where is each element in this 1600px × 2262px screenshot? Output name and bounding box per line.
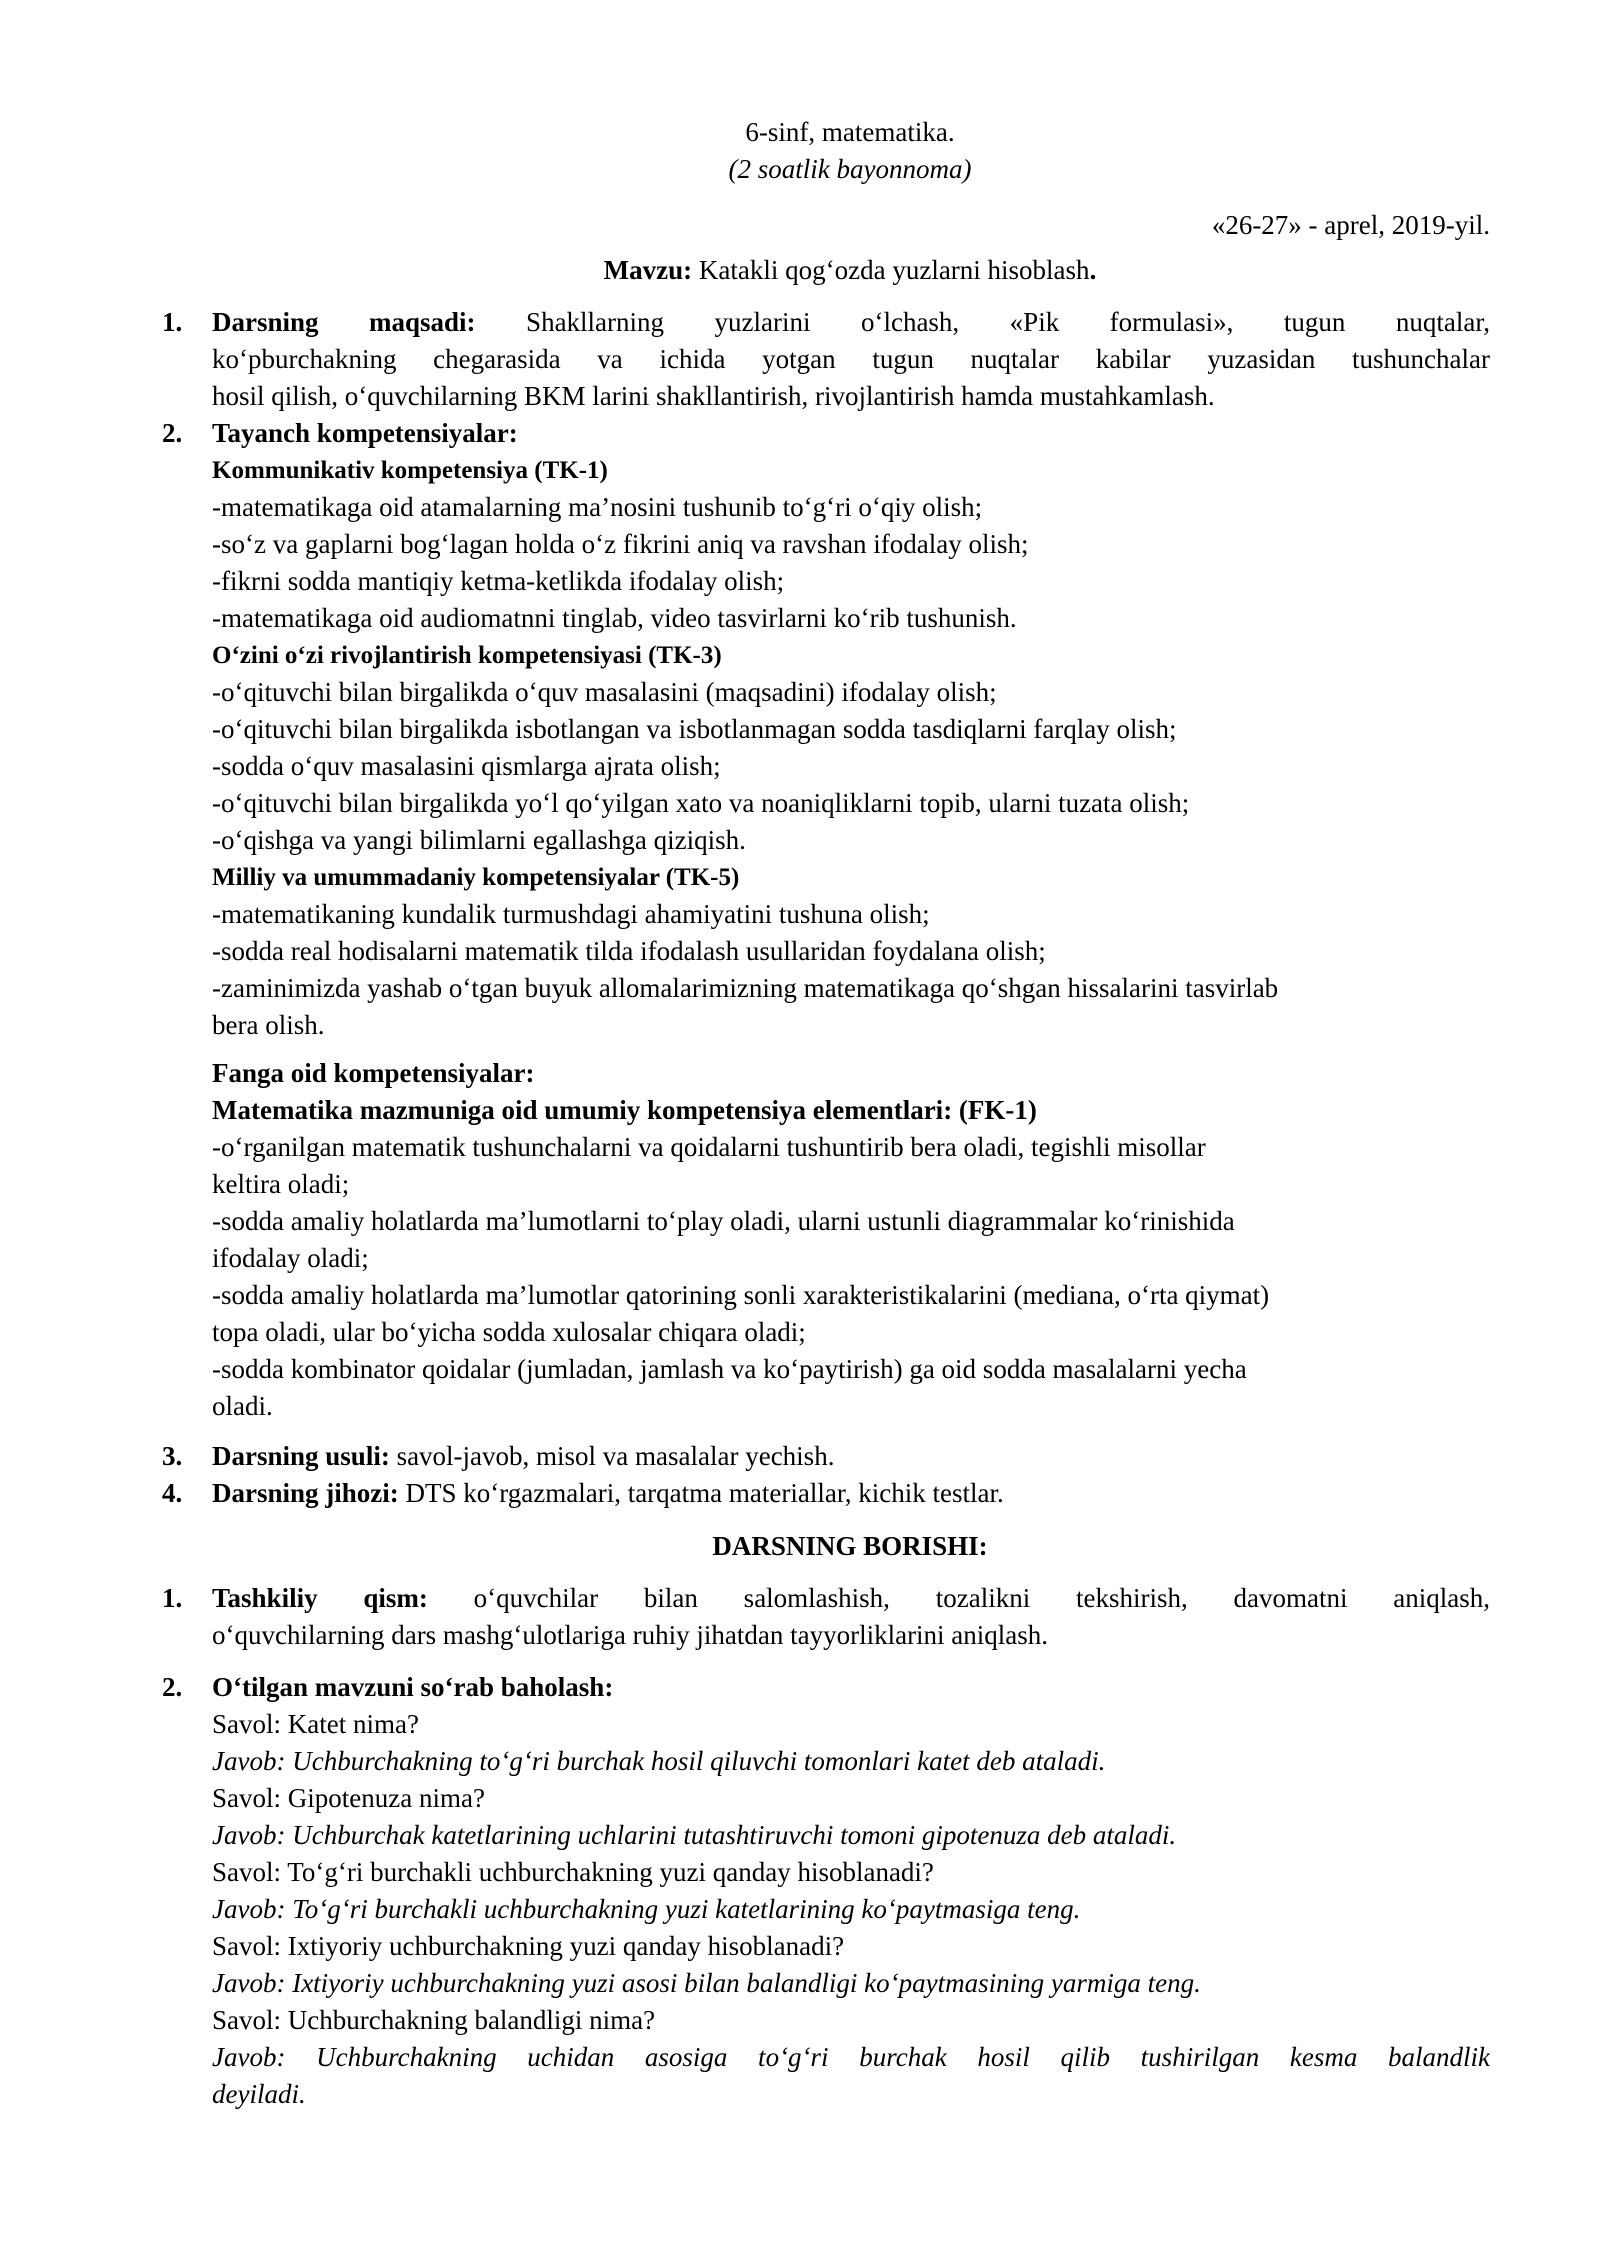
section-method-text: savol-javob, misol va masalalar yechish. — [396, 1441, 835, 1471]
step-number: 2. — [162, 1672, 183, 1702]
list-item: -sodda kombinator qoidalar (jumladan, jamlash va ko‘paytirish) ga oid sodda masalalarni yecha — [212, 1354, 1247, 1384]
question-line: Savol: Ixtiyoriy uchburchakning yuzi qanday hisoblanadi? — [212, 1931, 845, 1961]
list-item: -o‘qishga va yangi bilimlarni egallashga qiziqish. — [212, 825, 746, 855]
answer-line: Javob: To‘g‘ri burchakli uchburchakning yuzi katetlarining ko‘paytmasiga teng. — [212, 1894, 1081, 1924]
subsection-heading: Milliy va umummadaniy kompetensiyalar (TK-5) — [212, 864, 740, 891]
list-item: -o‘rganilgan matematik tushunchalarni va qoidalarni tushuntirib bera oladi, tegishli misollar — [212, 1132, 1206, 1162]
answer-line: deyiladi. — [212, 2079, 306, 2109]
list-item: -matematikaning kundalik turmushdagi ahamiyatini tushuna olish; — [212, 899, 930, 929]
section-number: 2. — [162, 418, 183, 448]
list-item: -matematikaga oid audiomatnni tinglab, video tasvirlarni ko‘rib tushunish. — [212, 603, 1017, 633]
section-equipment-line — [212, 1475, 1490, 1512]
section-number: 1. — [162, 307, 183, 337]
list-item: ifodalay oladi; — [212, 1243, 369, 1273]
answer-line: Javob: Uchburchakning to‘g‘ri burchak hosil qiluvchi tomonlari katet deb ataladi. — [212, 1746, 1106, 1776]
topic-text: Katakli qog‘ozda yuzlarni hisoblash — [698, 255, 1090, 285]
section-aim-line — [212, 304, 1490, 341]
paragraph-line: hosil qilish, o‘quvchilarning BKM larini shakllantirish, rivojlantirish hamda mustahkamlash. — [212, 381, 1215, 411]
question-line: Savol: Gipotenuza nima? — [212, 1783, 485, 1813]
section-aim-text: Shakllarning yuzlarini o‘lchash, «Pik formulasi», tugun nuqtalar, — [526, 307, 1490, 337]
section-method-label: Darsning usuli: — [212, 1441, 390, 1471]
step-organisation-text: o‘quvchilar bilan salomlashish, tozalikni tekshirish, davomatni aniqlash, — [473, 1583, 1490, 1613]
list-item: keltira oladi; — [212, 1169, 350, 1199]
section-equipment-text: DTS ko‘rgazmalari, tarqatma materiallar, kichik testlar. — [405, 1478, 1004, 1508]
paragraph-line: ko‘pburchakning chegarasida va ichida yotgan tugun nuqtalar kabilar yuzasidan tushunchalar — [212, 344, 1490, 374]
list-item: -matematikaga oid atamalarning ma’nosini tushunib to‘g‘ri o‘qiy olish; — [212, 492, 983, 522]
list-item: -sodda amaliy holatlarda ma’lumotlarni to‘play oladi, ularni ustunli diagrammalar ko‘rinishida — [212, 1206, 1235, 1236]
section-number: 4. — [162, 1478, 183, 1508]
section-method-line — [212, 1438, 1490, 1475]
subsection-heading: Fanga oid kompetensiyalar: — [212, 1058, 535, 1088]
section-heading: Tayanch kompetensiyalar: — [212, 418, 518, 448]
answer-line: Javob: Uchburchakning uchidan asosiga to‘g‘ri burchak hosil qilib tushirilgan kesma balandlik — [212, 2042, 1490, 2072]
section-number: 3. — [162, 1441, 183, 1471]
list-item: -o‘qituvchi bilan birgalikda yo‘l qo‘yilgan xato va noaniqliklarni topib, ularni tuzata olish; — [212, 788, 1190, 818]
question-line: Savol: Katet nima? — [212, 1709, 419, 1739]
list-item: -zaminimizda yashab o‘tgan buyuk allomalarimizning matematikaga qo‘shgan hissalarini tasvirlab — [212, 973, 1279, 1003]
topic-label: Mavzu: — [603, 255, 693, 285]
topic-end: . — [1089, 255, 1097, 285]
list-item: -sodda amaliy holatlarda ma’lumotlar qatorining sonli xarakteristikalarini (mediana, o‘rta qiymat) — [212, 1280, 1270, 1310]
list-item: -o‘qituvchi bilan birgalikda o‘quv masalasini (maqsadini) ifodalay olish; — [212, 677, 997, 707]
document-subtitle: (2 soatlik bayonnoma) — [728, 154, 972, 184]
section-equipment-label: Darsning jihozi: — [212, 1478, 399, 1508]
question-line: Savol: To‘g‘ri burchakli uchburchakning yuzi qanday hisoblanadi? — [212, 1857, 934, 1887]
list-item: -sodda real hodisalarni matematik tilda ifodalash usullaridan foydalana olish; — [212, 936, 1046, 966]
document-title: 6-sinf, matematika. — [745, 117, 955, 147]
list-item: bera olish. — [212, 1010, 325, 1040]
answer-line: Javob: Uchburchak katetlarining uchlarini tutashtiruvchi tomoni gipotenuza deb ataladi. — [212, 1820, 1177, 1850]
list-item: topa oladi, ular bo‘yicha sodda xulosalar chiqara oladi; — [212, 1317, 806, 1347]
list-item: -sodda o‘quv masalasini qismlarga ajrata olish; — [212, 751, 721, 781]
step-review-heading: O‘tilgan mavzuni so‘rab baholash: — [212, 1672, 614, 1702]
subsection-heading: O‘zini o‘zi rivojlantirish kompetensiyasi (TK-3) — [212, 642, 722, 669]
topic-line — [210, 252, 1490, 289]
step-organisation-label: Tashkiliy qism: — [212, 1583, 428, 1613]
list-item: -fikrni sodda mantiqiy ketma-ketlikda ifodalay olish; — [212, 566, 785, 596]
list-item: oladi. — [212, 1391, 273, 1421]
answer-line: Javob: Ixtiyoriy uchburchakning yuzi asosi bilan balandligi ko‘paytmasining yarmiga teng. — [212, 1968, 1201, 1998]
question-line: Savol: Uchburchakning balandligi nima? — [212, 2005, 656, 2035]
section-aim-label: Darsning maqsadi: — [212, 307, 476, 337]
step-number: 1. — [162, 1583, 183, 1613]
subsection-heading: Kommunikativ kompetensiya (TK-1) — [212, 457, 608, 484]
lesson-flow-heading: DARSNING BORISHI: — [712, 1531, 988, 1561]
document-date: «26-27» - aprel, 2019-yil. — [1211, 210, 1490, 240]
list-item: -o‘qituvchi bilan birgalikda isbotlangan va isbotlanmagan sodda tasdiqlarni farqlay olish; — [212, 714, 1177, 744]
paragraph-line: o‘quvchilarning dars mashg‘ulotlariga ruhiy jihatdan tayyorliklarini aniqlash. — [212, 1620, 1049, 1650]
step-organisation-line — [212, 1580, 1490, 1617]
list-item: -so‘z va gaplarni bog‘lagan holda o‘z fikrini aniq va ravshan ifodalay olish; — [212, 529, 1029, 559]
subsection-heading: Matematika mazmuniga oid umumiy kompetensiya elementlari: (FK-1) — [212, 1095, 1037, 1125]
